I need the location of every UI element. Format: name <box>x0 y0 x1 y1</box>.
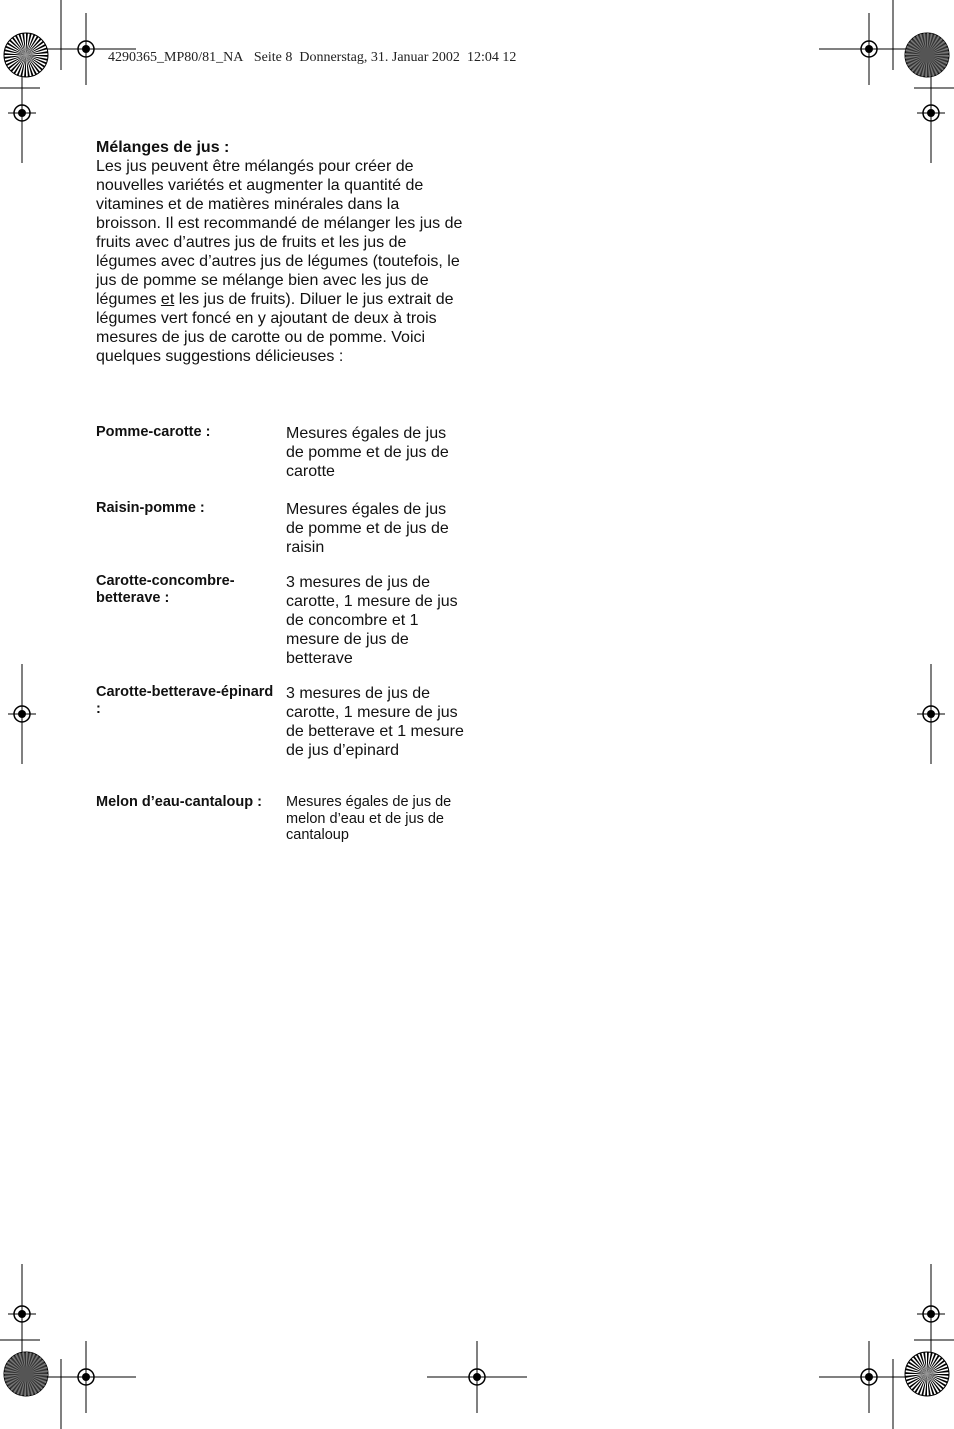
slug-time: 12:04 12 <box>466 50 517 65</box>
registration-mark-icon <box>36 13 136 85</box>
intro-text-before: Les jus peuvent être mélangés pour créer de nouvelles variétés et augmenter la quantité de vitamines et de matières minérales dans la broisson. Il est recommandé de mélanger les jus de fruits avec d’autres jus de fruits et les jus de légumes avec d’autres jus de légumes (toutefois, le jus de pomme se mélange bien avec les jus de légumes <box>96 158 463 308</box>
intro-text-after: les jus de fruits). Diluer le jus extrait de légumes vert foncé en y ajoutant de deux à trois mesures de jus de carotte ou de pomme. Voici quelques suggestions délicieuses : <box>96 291 454 365</box>
registration-mark-icon <box>917 664 945 764</box>
registration-mark-icon <box>819 1341 919 1413</box>
recipe-description: 3 mesures de jus de carotte, 1 mesure de jus de concombre et 1 mesure de jus de betterave <box>286 574 458 667</box>
registration-mark-icon <box>8 63 36 163</box>
recipe-name: Melon d’eau-cantaloup : <box>96 794 262 810</box>
recipe-description: Mesures égales de jus de melon d’eau et de jus de cantaloup <box>286 794 452 843</box>
star-target-icon <box>4 33 48 77</box>
recipe-name: Pomme-carotte : <box>96 424 211 440</box>
recipe-description: 3 mesures de jus de carotte, 1 mesure de jus de betterave et 1 mesure de jus d’epinard <box>286 685 464 759</box>
registration-mark-icon <box>8 664 36 764</box>
registration-mark-icon <box>8 1264 36 1364</box>
slug-file: 4290365_MP80/81_NA <box>108 50 244 65</box>
star-target-icon <box>905 33 949 77</box>
star-target-icon <box>4 1352 48 1396</box>
section-title: Mélanges de jus : <box>96 139 230 156</box>
recipe-name: Raisin-pomme : <box>96 500 205 516</box>
recipe-name: Carotte-betterave-épinard : <box>96 684 274 717</box>
registration-mark-icon <box>917 63 945 163</box>
recipe-description: Mesures égales de jus de pomme et de jus de raisin <box>286 501 449 556</box>
recipe-description: Mesures égales de jus de pomme et de jus de carotte <box>286 425 449 480</box>
star-target-icon <box>905 1352 949 1396</box>
registration-mark-icon <box>917 1264 945 1364</box>
registration-mark-icon <box>819 13 919 85</box>
registration-mark-icon <box>427 1341 527 1413</box>
slug-date: Donnerstag, 31. Januar 2002 <box>299 50 460 65</box>
intro-underlined-word: et <box>160 291 175 308</box>
slug-page: Seite 8 <box>253 50 293 65</box>
registration-mark-icon <box>36 1341 136 1413</box>
recipe-name: Carotte-concombre-betterave : <box>96 573 235 606</box>
